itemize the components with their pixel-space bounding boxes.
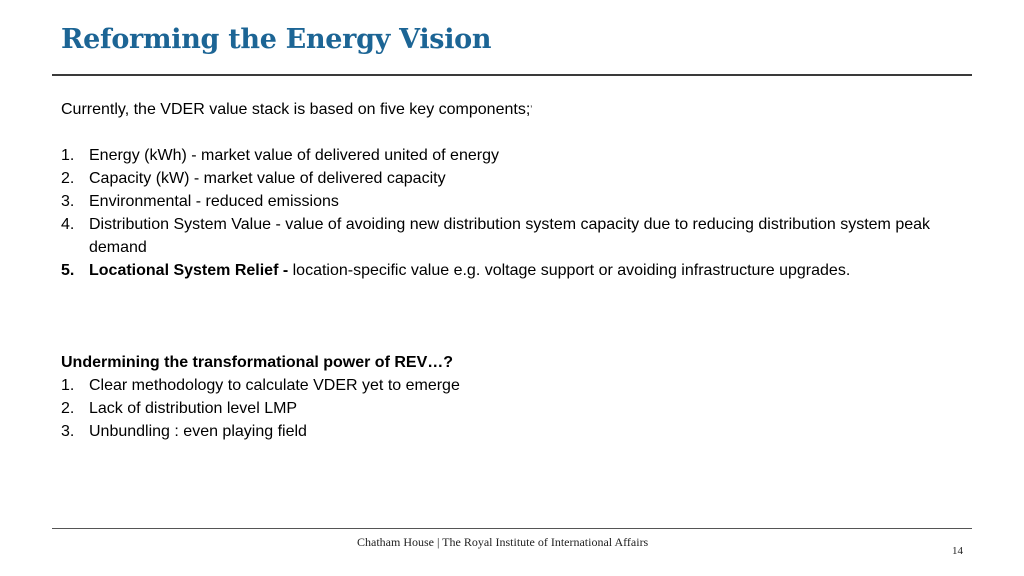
list-item [61, 190, 961, 213]
footer-divider [52, 528, 972, 529]
slide-body [61, 98, 961, 443]
list-item-bold-text: Locational System Relief - [89, 262, 289, 279]
section-subheading: Undermining the transformational power of REV…? [61, 354, 454, 371]
list-number: 2. [61, 170, 75, 187]
title-divider [52, 74, 972, 76]
footer-organization: Chatham House | The Royal Institute of International Affairs [357, 535, 649, 549]
list-item-text: Capacity (kW) - market value of delivered capacity [89, 170, 446, 187]
list-number: 3. [61, 423, 75, 440]
intro-mark: ’ [530, 104, 533, 114]
intro-text [61, 98, 961, 121]
list-item-text: location-specific value e.g. voltage support or avoiding infrastructure upgrades. [288, 262, 851, 279]
list-item [61, 420, 961, 443]
list-item-text: Unbundling : even playing field [89, 423, 307, 440]
section-spacer [61, 282, 961, 351]
list-item [61, 397, 961, 420]
list-item [61, 213, 961, 259]
list-item [61, 259, 961, 282]
list-number: 1. [61, 377, 75, 394]
list-item-text: Energy (kWh) - market value of delivered united of energy [89, 147, 499, 164]
list-item-text: Lack of distribution level LMP [89, 400, 298, 417]
list-item [61, 144, 961, 167]
list-item-text: Environmental - reduced emissions [89, 193, 339, 210]
list-item-text: Distribution System Value - value of avoiding new distribution system capacity due to reducing distribution system peak demand [89, 216, 931, 256]
list-number: 4. [61, 216, 75, 233]
list-item [61, 374, 961, 397]
list-number: 2. [61, 400, 75, 417]
page-number: 14 [952, 545, 963, 557]
components-list [61, 144, 961, 282]
list-number: 5. [61, 262, 75, 279]
issues-list [61, 374, 961, 443]
intro-sentence: Currently, the VDER value stack is based on five key components; [61, 101, 531, 118]
list-item-text: Clear methodology to calculate VDER yet to emerge [89, 377, 460, 394]
list-number: 3. [61, 193, 75, 210]
slide-title: Reforming the Energy Vision [61, 24, 492, 55]
list-number: 1. [61, 147, 75, 164]
list-item [61, 167, 961, 190]
